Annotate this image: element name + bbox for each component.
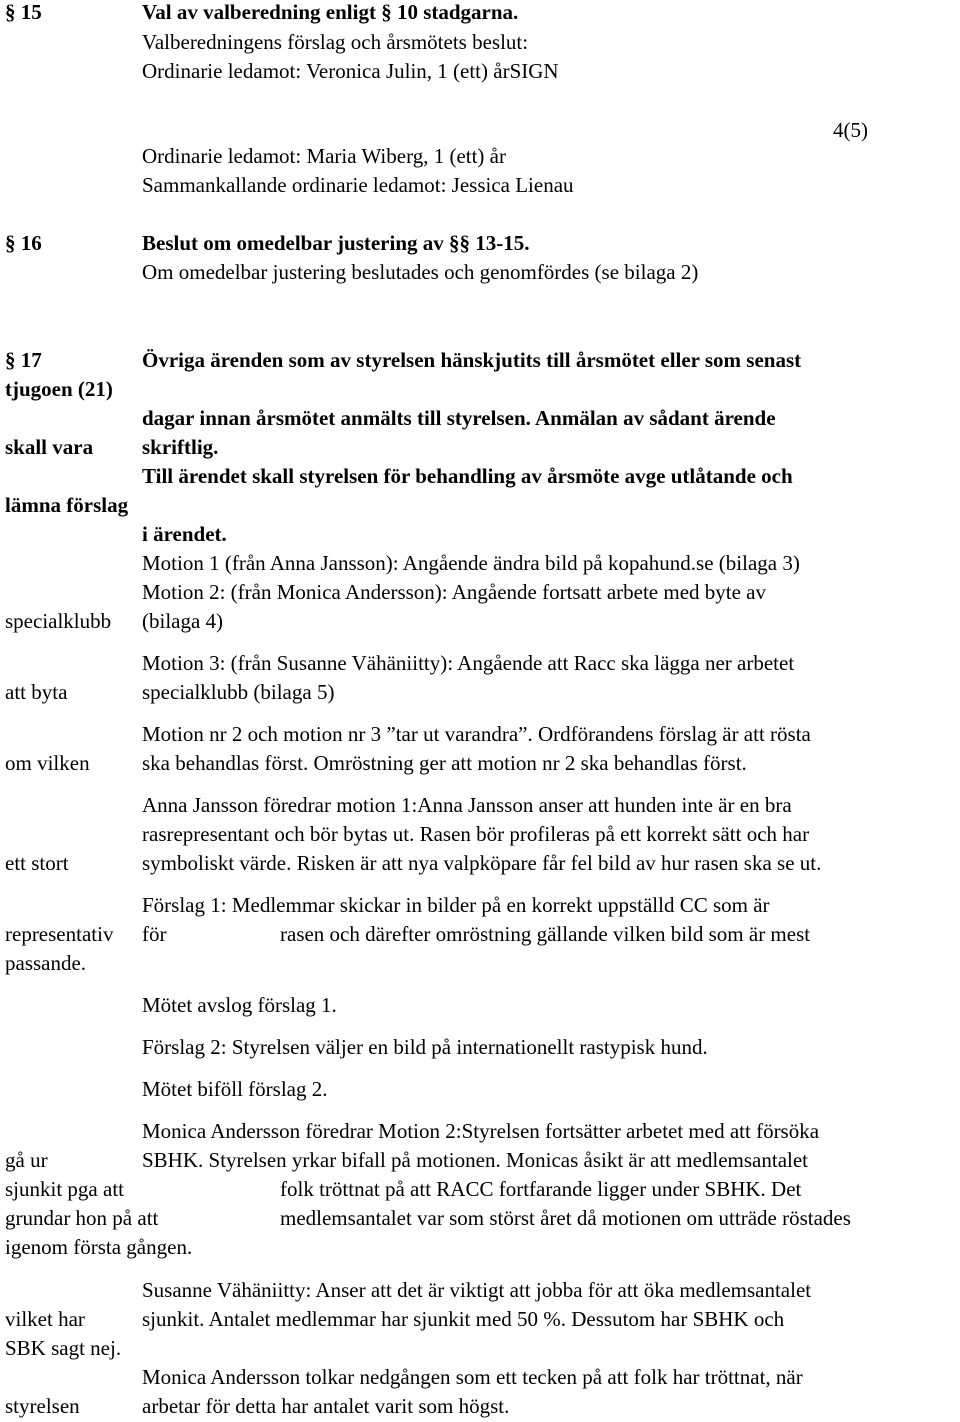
text-line: folk tröttnat på att RACC fortfarande ligger under SBHK. Det xyxy=(280,1177,802,1201)
text-line: Motion 2: (från Monica Andersson): Angående fortsatt arbete med byte av xyxy=(142,580,766,604)
text-line: passande. xyxy=(5,951,87,975)
section-heading: i ärendet. xyxy=(142,522,227,546)
text-line: specialklubb (bilaga 5) xyxy=(142,680,335,704)
text-line: grundar hon på att xyxy=(5,1206,159,1230)
text-line: Motion 1 (från Anna Jansson): Angående ändra bild på kopahund.se (bilaga 3) xyxy=(142,551,800,575)
section-heading: Övriga ärenden som av styrelsen hänskjutits till årsmötet eller som senast xyxy=(142,348,802,372)
text-line: gå ur xyxy=(5,1148,48,1172)
section-heading: tjugoen (21) xyxy=(5,377,113,401)
text-line: Ordinarie ledamot: Maria Wiberg, 1 (ett) år xyxy=(142,144,506,168)
text-line: ett stort xyxy=(5,851,69,875)
text-line: Mötet biföll förslag 2. xyxy=(142,1077,328,1101)
text-line: SBHK. Styrelsen yrkar bifall på motionen. Monicas åsikt är att medlemsantalet xyxy=(142,1148,809,1172)
text-line: Monica Andersson tolkar nedgången som ett tecken på att folk har tröttnat, när xyxy=(142,1365,803,1389)
text-line: Sammankallande ordinarie ledamot: Jessica Lienau xyxy=(142,173,574,197)
text-line: arbetar för detta har antalet varit som högst. xyxy=(142,1394,510,1418)
text-line: medlemsantalet var som störst året då motionen om utträde röstades xyxy=(280,1206,851,1230)
section-number: § 15 xyxy=(5,0,42,24)
section-heading: skriftlig. xyxy=(142,435,219,459)
text-line: att byta xyxy=(5,680,68,704)
text-line: Förslag 2: Styrelsen väljer en bild på internationellt rastypisk hund. xyxy=(142,1035,708,1059)
text-line: SBK sagt nej. xyxy=(5,1336,122,1360)
text-line: för xyxy=(142,922,167,946)
section-number: § 17 xyxy=(5,348,42,372)
text-line: sjunkit pga att xyxy=(5,1177,124,1201)
text-line: sjunkit. Antalet medlemmar har sjunkit med 50 %. Dessutom har SBHK och xyxy=(142,1307,785,1331)
text-line: ska behandlas först. Omröstning ger att motion nr 2 ska behandlas först. xyxy=(142,751,747,775)
section-number: § 16 xyxy=(5,231,42,255)
section-heading: lämna förslag xyxy=(5,493,129,517)
text-line: styrelsen xyxy=(5,1394,80,1418)
text-line: rasen och därefter omröstning gällande vilken bild som är mest xyxy=(280,922,811,946)
section-heading: skall vara xyxy=(5,435,94,459)
section-heading: Beslut om omedelbar justering av §§ 13-15. xyxy=(142,231,530,255)
text-line: (bilaga 4) xyxy=(142,609,224,633)
section-heading: Val av valberedning enligt § 10 stadgarna. xyxy=(142,0,519,24)
section-heading: dagar innan årsmötet anmälts till styrelsen. Anmälan av sådant ärende xyxy=(142,406,776,430)
text-line: specialklubb xyxy=(5,609,112,633)
text-line: Anna Jansson föredrar motion 1:Anna Jansson anser att hunden inte är en bra xyxy=(142,793,792,817)
text-line: Förslag 1: Medlemmar skickar in bilder på en korrekt uppställd CC som är xyxy=(142,893,770,917)
page-number: 4(5) xyxy=(833,118,868,142)
text-line: om vilken xyxy=(5,751,90,775)
text-line: representativ xyxy=(5,922,114,946)
text-line: igenom första gången. xyxy=(5,1235,193,1259)
section-heading: Till ärendet skall styrelsen för behandling av årsmöte avge utlåtande och xyxy=(142,464,793,488)
text-line: Om omedelbar justering beslutades och genomfördes (se bilaga 2) xyxy=(142,260,699,284)
text-line: Ordinarie ledamot: Veronica Julin, 1 (ett) årSIGN xyxy=(142,59,559,83)
text-line: Monica Andersson föredrar Motion 2:Styrelsen fortsätter arbetet med att försöka xyxy=(142,1119,820,1143)
text-line: Valberedningens förslag och årsmötets beslut: xyxy=(142,30,529,54)
text-line: vilket har xyxy=(5,1307,85,1331)
text-line: symboliskt värde. Risken är att nya valpköpare får fel bild av hur rasen ska se ut. xyxy=(142,851,822,875)
text-line: Motion nr 2 och motion nr 3 ”tar ut varandra”. Ordförandens förslag är att rösta xyxy=(142,722,811,746)
text-line: Mötet avslog förslag 1. xyxy=(142,993,337,1017)
text-line: rasrepresentant och bör bytas ut. Rasen bör profileras på ett korrekt sätt och har xyxy=(142,822,810,846)
text-line: Motion 3: (från Susanne Vähäniitty): Angående att Racc ska lägga ner arbetet xyxy=(142,651,795,675)
text-line: Susanne Vähäniitty: Anser att det är viktigt att jobba för att öka medlemsantalet xyxy=(142,1278,812,1302)
